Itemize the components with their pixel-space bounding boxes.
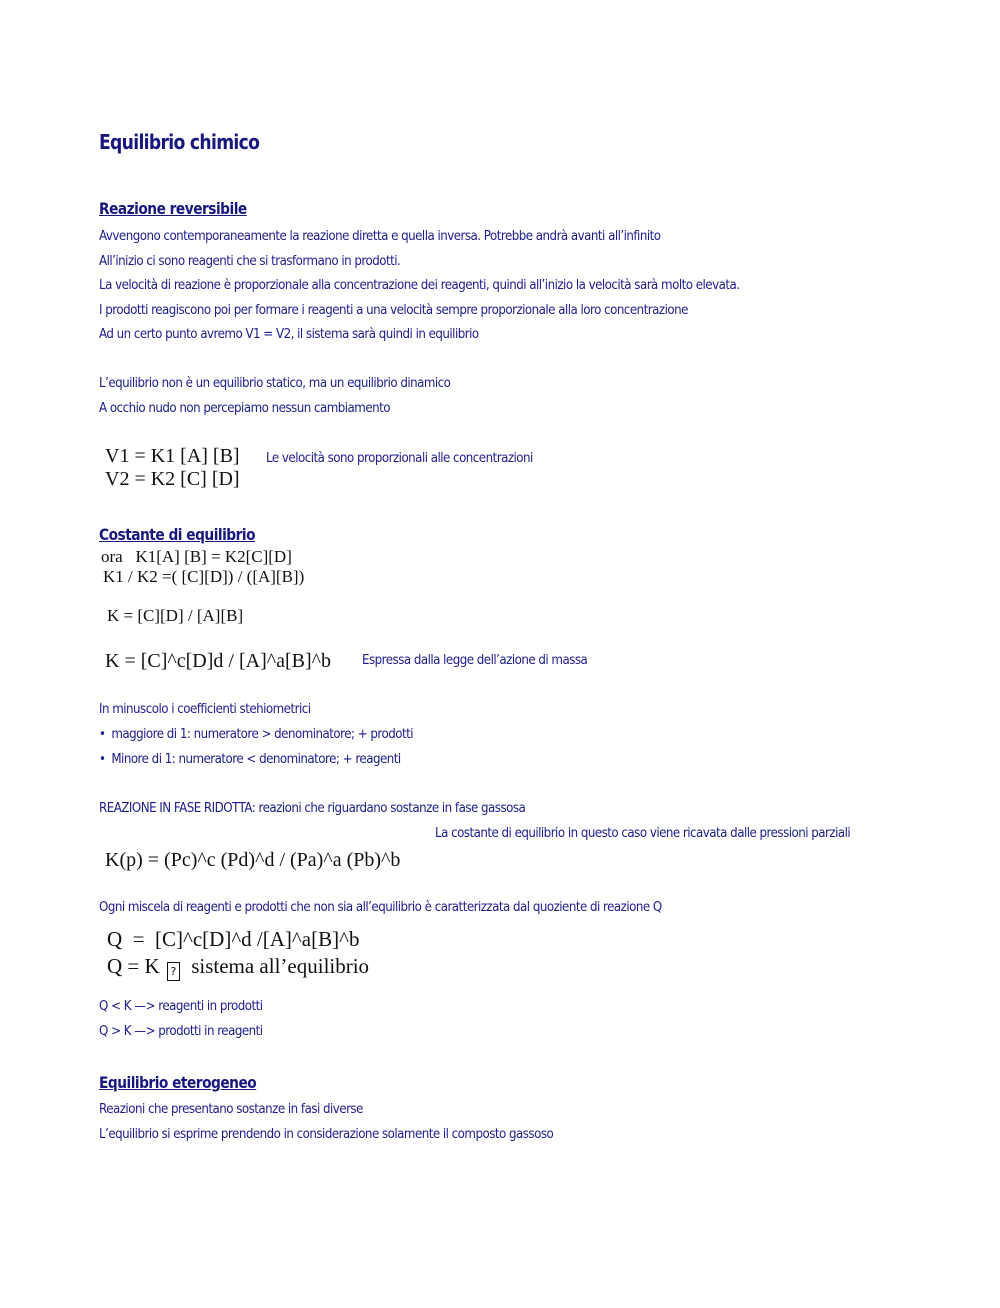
text-line: In minuscolo i coefficienti stehiometrici — [99, 701, 311, 717]
equation-note: Le velocità sono proporzionali alle concentrazioni — [266, 450, 533, 466]
equation-kp: K(p) = (Pc)^c (Pd)^d / (Pa)^a (Pb)^b — [105, 849, 401, 871]
bullet-item — [99, 751, 401, 767]
text-line: Q > K —> prodotti in reagenti — [99, 1023, 263, 1039]
text-line: Ogni miscela di reagenti e prodotti che non sia all’equilibrio è caratterizzata dal quoziente di reazione Q — [99, 899, 662, 915]
text-line: All’inizio ci sono reagenti che si trasformano in prodotti. — [99, 253, 401, 269]
equation-k-note: Espressa dalla legge dell’azione di massa — [362, 652, 588, 668]
equation-k: K = [C][D] / [A][B] — [107, 606, 244, 625]
missing-glyph-icon: ? — [167, 962, 180, 981]
bullet-dot: • — [99, 751, 106, 767]
bullet-text: maggiore di 1: numeratore > denominatore; + prodotti — [111, 726, 414, 742]
text-line: Avvengono contemporaneamente la reazione diretta e quella inversa. Potrebbe andrà avanti all’infinito — [99, 228, 661, 244]
equation-q-equals-k-right: sistema all’equilibrio — [191, 954, 370, 978]
heading-reazione-reversibile: Reazione reversibile — [99, 199, 247, 218]
text-line: Ad un certo punto avremo V1 = V2, il sistema sarà quindi in equilibrio — [99, 326, 479, 342]
text-line-gas: REAZIONE IN FASE RIDOTTA: reazioni che riguardano sostanze in fase gassosa — [99, 800, 526, 816]
text-line: Q < K —> reagenti in prodotti — [99, 998, 263, 1014]
equation-v2: V2 = K2 [C] [D] — [105, 468, 240, 490]
equation-q-equals-k-left: Q = K — [107, 954, 160, 978]
text-line: Reazioni che presentano sostanze in fasi diverse — [99, 1101, 363, 1117]
bullet-item — [99, 726, 413, 742]
equation-k-general: K = [C]^c[D]d / [A]^a[B]^b — [105, 650, 332, 672]
equation-q-equals-k — [107, 954, 369, 981]
text-line: I prodotti reagiscono poi per formare i reagenti a una velocità sempre proporzionale alla loro concentrazione — [99, 302, 688, 318]
equation-q: Q = [C]^c[D]^d /[A]^a[B]^b — [107, 927, 360, 951]
text-line-gas-note: La costante di equilibrio in questo caso viene ricavata dalle pressioni parziali — [435, 825, 851, 841]
heading-equilibrio-eterogeneo: Equilibrio eterogeneo — [99, 1073, 257, 1092]
bullet-dot: • — [99, 726, 106, 742]
text-line: L’equilibrio si esprime prendendo in considerazione solamente il composto gassoso — [99, 1126, 554, 1142]
equation-k-ratio: K1 / K2 =( [C][D]) / ([A][B]) — [103, 567, 305, 586]
text-line: La velocità di reazione è proporzionale alla concentrazione dei reagenti, quindi all’inizio la velocità sarà molto elevata. — [99, 277, 740, 293]
page-title: Equilibrio chimico — [99, 130, 260, 154]
equation-v1: V1 = K1 [A] [B] — [105, 445, 240, 467]
text-line: A occhio nudo non percepiamo nessun cambiamento — [99, 400, 390, 416]
bullet-text: Minore di 1: numeratore < denominatore; + reagenti — [111, 751, 401, 767]
text-line: L’equilibrio non è un equilibrio statico, ma un equilibrio dinamico — [99, 375, 451, 391]
heading-costante-equilibrio: Costante di equilibrio — [99, 525, 256, 544]
equation-ora: ora K1[A] [B] = K2[C][D] — [101, 547, 292, 566]
